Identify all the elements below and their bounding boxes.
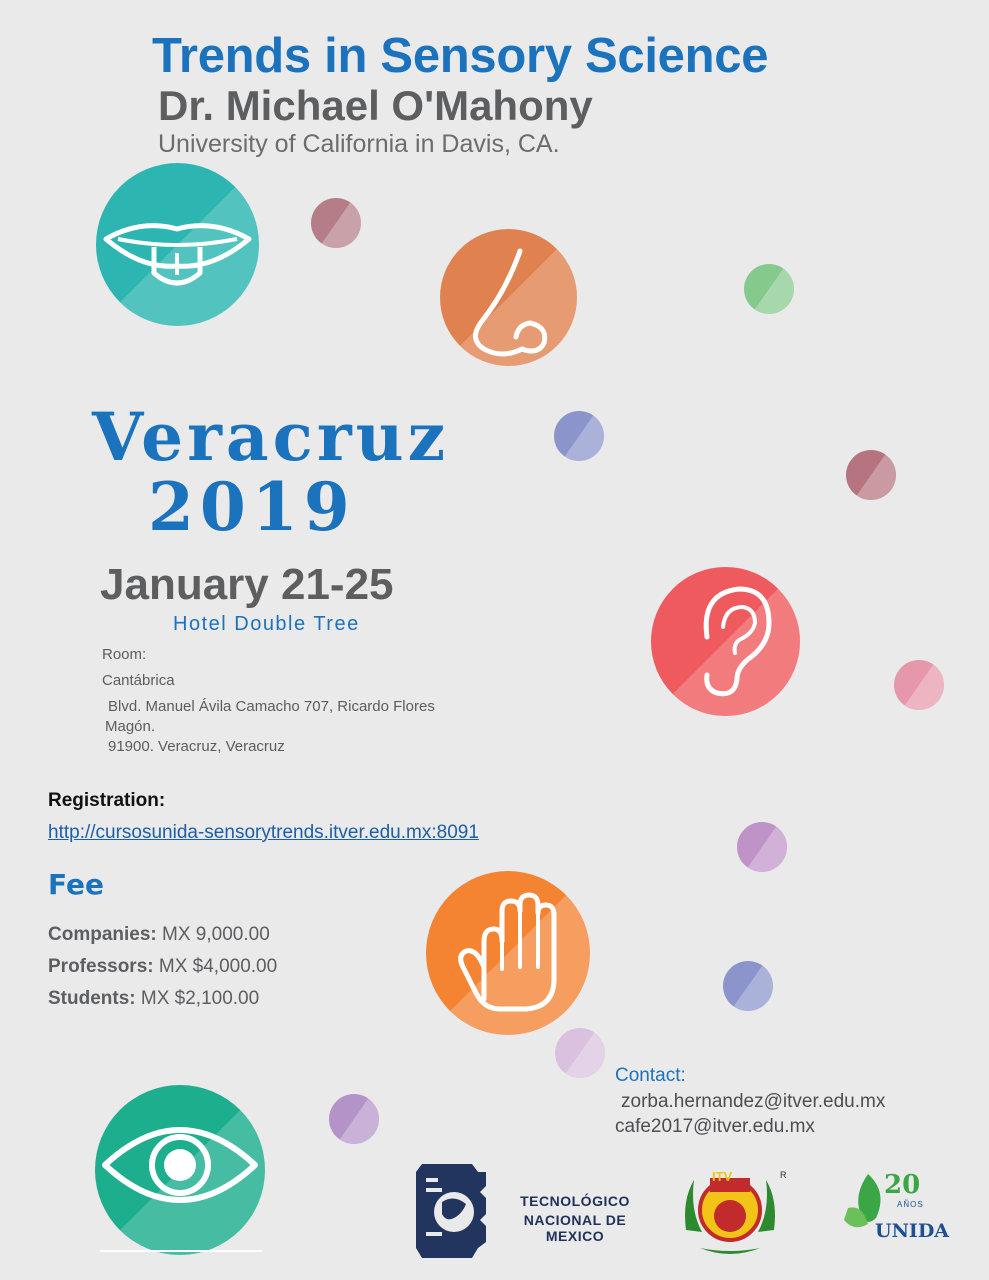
event-hotel: Hotel Double Tree bbox=[173, 613, 360, 635]
itv-text: ITV bbox=[712, 1169, 733, 1184]
speaker-affiliation: University of California in Davis, CA. bbox=[158, 130, 560, 158]
divider-line bbox=[100, 1250, 262, 1252]
decorative-dot bbox=[311, 198, 361, 248]
event-dates: January 21-25 bbox=[100, 560, 394, 609]
decorative-dot bbox=[329, 1094, 379, 1144]
nose-icon bbox=[440, 229, 577, 366]
eye-icon bbox=[95, 1085, 265, 1255]
contact-email[interactable]: cafe2017@itver.edu.mx bbox=[615, 1116, 815, 1137]
registration-link[interactable]: http://cursosunida-sensorytrends.itver.edu.mx:8091 bbox=[48, 822, 479, 843]
decorative-dot bbox=[554, 411, 604, 461]
gear-emblem-icon bbox=[412, 1158, 492, 1266]
decorative-dot bbox=[737, 822, 787, 872]
unida-anos: AÑOS bbox=[897, 1200, 924, 1209]
fee-label: Students: bbox=[48, 988, 136, 1009]
unida-years: 20 bbox=[884, 1170, 921, 1200]
fee-value: MX $2,100.00 bbox=[140, 988, 260, 1009]
hand-icon bbox=[426, 871, 590, 1035]
fee-label: Companies: bbox=[48, 924, 157, 945]
itv-registered-mark: R bbox=[780, 1170, 787, 1180]
speaker-name: Dr. Michael O'Mahony bbox=[158, 82, 593, 129]
contact-label: Contact: bbox=[615, 1065, 686, 1086]
fee-label: Professors: bbox=[48, 956, 154, 977]
contact-email[interactable]: zorba.hernandez@itver.edu.mx bbox=[621, 1091, 886, 1112]
decorative-dot bbox=[894, 660, 944, 710]
ear-icon bbox=[651, 567, 800, 716]
tecnm-line1: TECNOLÓGICO bbox=[520, 1193, 630, 1209]
event-year: 2019 bbox=[148, 468, 356, 546]
tecnm-logo bbox=[412, 1158, 492, 1266]
unida-name: UNIDA bbox=[875, 1220, 950, 1242]
registration-label: Registration: bbox=[48, 790, 166, 811]
fee-value: MX 9,000.00 bbox=[162, 924, 270, 945]
room-name: Cantábrica bbox=[102, 672, 175, 689]
tecnm-line2: NACIONAL DE MEXICO bbox=[523, 1212, 627, 1244]
fee-row-companies bbox=[48, 924, 270, 946]
decorative-dot bbox=[555, 1028, 605, 1078]
decorative-dot bbox=[744, 264, 794, 314]
event-city: Veracruz bbox=[92, 398, 450, 476]
fee-row-professors bbox=[48, 956, 277, 978]
poster-title: Trends in Sensory Science bbox=[152, 29, 769, 83]
fee-value: MX $4,000.00 bbox=[158, 956, 278, 977]
decorative-dot bbox=[723, 961, 773, 1011]
fee-title: Fee bbox=[48, 868, 104, 901]
address-line: Magón. bbox=[105, 718, 156, 735]
fee-row-students bbox=[48, 988, 259, 1010]
address-line: Blvd. Manuel Ávila Camacho 707, Ricardo Flores bbox=[108, 698, 435, 715]
mouth-icon bbox=[96, 163, 259, 326]
room-label: Room: bbox=[102, 646, 147, 663]
decorative-dot bbox=[846, 450, 896, 500]
address-line: 91900. Veracruz, Veracruz bbox=[108, 738, 285, 755]
